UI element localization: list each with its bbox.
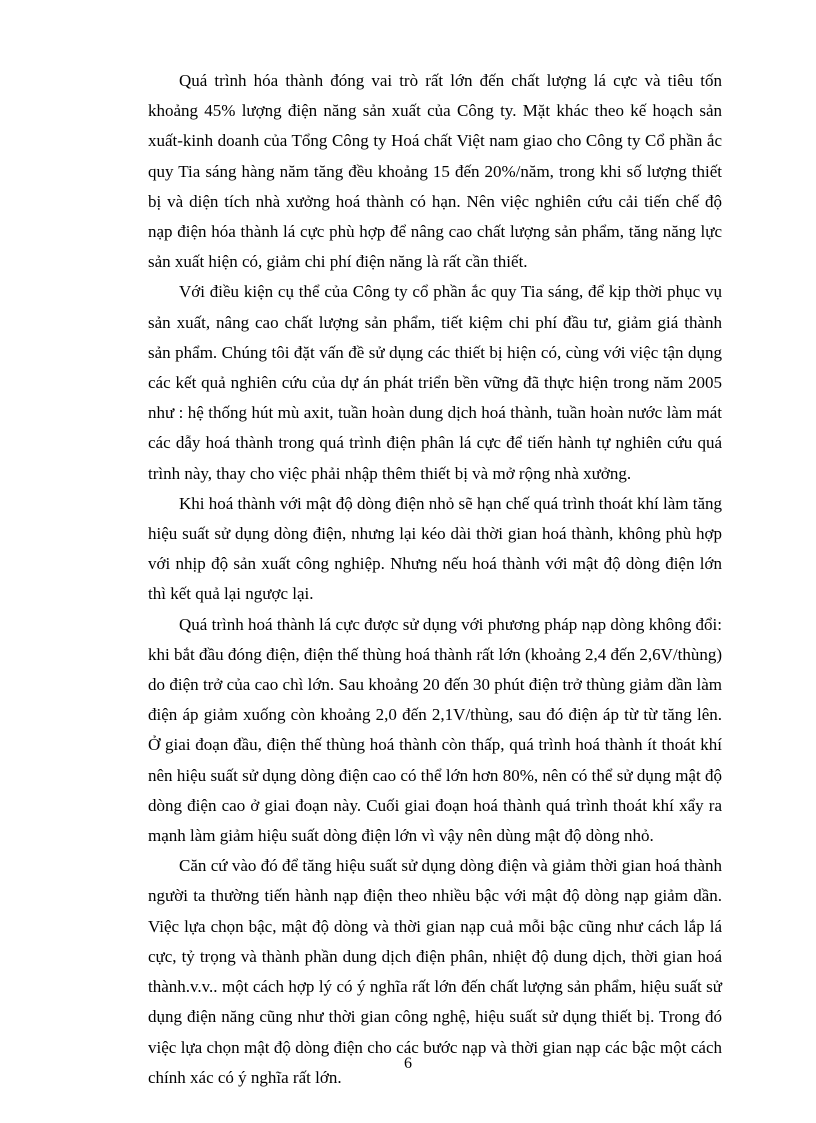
- page-number: 6: [404, 1055, 412, 1072]
- paragraph-3: Khi hoá thành với mật độ dòng điện nhỏ sẽ hạn chế quá trình thoát khí làm tăng hiệu suất sử dụng dòng điện, nhưng lại kéo dài thời gian hoá thành, không phù hợp với nhịp độ sản xuất công nghiệp. Nhưng nếu hoá thành với mật độ dòng điện lớn thì kết quả lại ngược lại.: [148, 493, 722, 604]
- paragraph-5: Căn cứ vào đó để tăng hiệu suất sử dụng dòng điện và giảm thời gian hoá thành người ta thường tiến hành nạp điện theo nhiều bậc với mật độ dòng nạp giảm dần. Việc lựa chọn bậc, mật độ dòng và thời gian nạp cuả mỗi bậc cũng như cách lắp lá cực, tỷ trọng và thành phần dung dịch điện phân, nhiệt độ dung dịch, thời gian hoá thành.v.v.. một cách hợp lý có ý nghĩa rất lớn đến chất lượng sản phẩm, hiệu suất sử dụng điện năng cũng như thời gian công nghệ, hiệu suất sử dụng thiết bị. Trong đó việc lựa chọn mật độ dòng điện cho các bước nạp và thời gian nạp các bậc một cách chính xác có ý nghĩa rất lớn.: [148, 856, 722, 1087]
- paragraph-2: Với điều kiện cụ thể của Công ty cổ phần ắc quy Tia sáng, để kịp thời phục vụ sản xuất, nâng cao chất lượng sản phẩm, tiết kiệm chi phí đầu tư, giảm giá thành sản phẩm. Chúng tôi đặt vấn đề sử dụng các thiết bị hiện có, cùng với việc tận dụng các kết quả nghiên cứu của dự án phát triển bền vững đã thực hiện trong năm 2005 như : hệ thống hút mù axit, tuần hoàn dung dịch hoá thành, tuần hoàn nước làm mát các dẫy hoá thành trong quá trình điện phân lá cực để tiến hành tự nghiên cứu quá trình này, thay cho việc phải nhập thêm thiết bị và mở rộng nhà xưởng.: [148, 282, 722, 483]
- paragraph-1: Quá trình hóa thành đóng vai trò rất lớn đến chất lượng lá cực và tiêu tốn khoảng 45% lượng điện năng sản xuất của Công ty. Mặt khác theo kế hoạch sản xuất-kinh doanh của Tổng Công ty Hoá chất Việt nam giao cho Công ty Cổ phần ắc quy Tia sáng hàng năm tăng đều khoảng 15 đến 20%/năm, trong khi số lượng thiết bị và diện tích nhà xưởng hoá thành có hạn. Nên việc nghiên cứu cải tiến chế độ nạp điện hóa thành lá cực phù hợp để nâng cao chất lượng sản phẩm, tăng năng lực sản xuất hiện có, giảm chi phí điện năng là rất cần thiết.: [148, 71, 722, 272]
- paragraph-4: Quá trình hoá thành lá cực được sử dụng với phương pháp nạp dòng không đổi: khi bắt đầu đóng điện, điện thế thùng hoá thành rất lớn (khoảng 2,4 đến 2,6V/thùng) do điện trở của cao chì lớn. Sau khoảng 20 đến 30 phút điện trở thùng giảm dần làm điện áp giảm xuống còn khoảng 2,0 đến 2,1V/thùng, sau đó điện áp từ từ tăng lên. Ở giai đoạn đầu, điện thế thùng hoá thành còn thấp, quá trình hoá thành ít thoát khí nên hiệu suất sử dụng dòng điện cao có thể lớn hơn 80%, nên có thể sử dụng mật độ dòng điện cao ở giai đoạn này. Cuối giai đoạn hoá thành quá trình thoát khí xẩy ra mạnh làm giảm hiệu suất dòng điện lớn vì vậy nên dùng mật độ dòng nhỏ.: [148, 614, 722, 846]
- document-body: [148, 66, 722, 1093]
